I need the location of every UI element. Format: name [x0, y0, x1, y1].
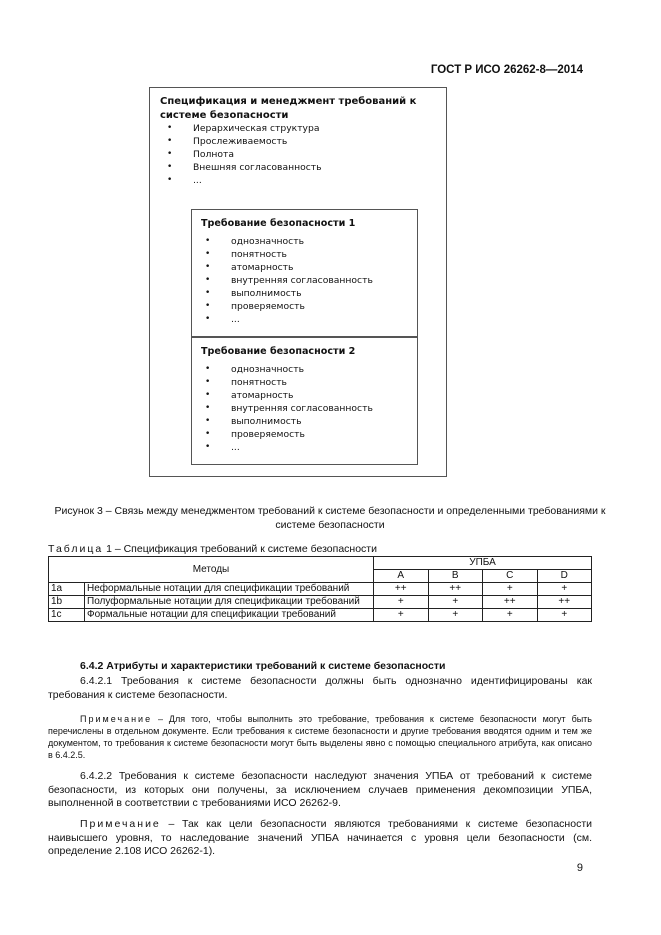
header-level: B	[428, 570, 483, 583]
row-value: +	[483, 609, 538, 622]
list-item: • атомарность	[205, 262, 294, 273]
bullet-icon: •	[205, 262, 211, 272]
bullet-icon: •	[205, 377, 211, 387]
table-caption-text: 1 – Спецификация требований к системе безопасности	[103, 543, 377, 555]
list-item: • Иерархическая структура	[167, 123, 320, 134]
row-value: +	[374, 609, 429, 622]
row-method: Полуформальные нотации для спецификации требований	[85, 596, 374, 609]
row-value: +	[537, 609, 592, 622]
list-item: • Прослеживаемость	[167, 136, 288, 147]
row-value: +	[374, 596, 429, 609]
list-item: • внутренняя согласованность	[205, 403, 373, 414]
row-method: Неформальные нотации для спецификации требований	[85, 583, 374, 596]
outer-bullet-list	[167, 122, 322, 187]
figure-caption: Рисунок 3 – Связь между менеджментом требований к системе безопасности и определенными требованиями к системе безопасности	[54, 505, 606, 531]
figure-outer-title: Спецификация и менеджмент требований к системе безопасности	[160, 96, 417, 121]
list-item: • внутренняя согласованность	[205, 275, 373, 286]
row-value: ++	[374, 583, 429, 596]
bullet-icon: •	[205, 288, 211, 298]
list-item: • Полнота	[167, 149, 235, 160]
safety-requirement-box-2	[191, 337, 418, 465]
note-2	[48, 818, 592, 859]
bullet-icon: •	[205, 314, 211, 324]
header-upba: УПБА	[374, 557, 592, 570]
list-item: • атомарность	[205, 390, 294, 401]
requirements-table	[48, 556, 592, 622]
list-item: • понятность	[205, 249, 287, 260]
row-method: Формальные нотации для спецификации требований	[85, 609, 374, 622]
bullet-icon: •	[205, 236, 211, 246]
row-id: 1b	[49, 596, 85, 609]
paragraph-6-4-2-2: 6.4.2.2 Требования к системе безопасности наследуют значения УПБА от требований к системе безопасности, из которых они получены, за исключением случаев применения декомпозиции УПБА, выполненной в соответствии с требованиями ИСО 26262-9.	[48, 770, 592, 809]
row-id: 1c	[49, 609, 85, 622]
list-item: • выполнимость	[205, 416, 302, 427]
row-value: +	[537, 583, 592, 596]
row-value: ++	[483, 596, 538, 609]
bullet-icon: •	[205, 416, 211, 426]
table-caption	[48, 543, 377, 555]
safety-requirement-box-1	[191, 209, 418, 337]
row-id: 1a	[49, 583, 85, 596]
table-caption-prefix: Таблица	[48, 543, 104, 555]
note-text: – Для того, чтобы выполнить это требование, требования к системе безопасности могут быть перечислены в отдельном документе. Если требования к системе безопасности и другие требования вводятся одним и тем же документом, то требования к системе безопасности могут быть выделены явно с помощью специального атрибута, как описано в 6.4.2.5.	[48, 714, 592, 760]
bullet-icon: •	[167, 175, 173, 185]
box-title: Требование безопасности 2	[201, 346, 356, 357]
bullet-icon: •	[205, 390, 211, 400]
row-value: +	[483, 583, 538, 596]
list-item: • Внешняя согласованность	[167, 162, 322, 173]
row-value: ++	[428, 583, 483, 596]
list-item: • выполнимость	[205, 288, 302, 299]
bullet-icon: •	[167, 162, 173, 172]
row-value: +	[428, 609, 483, 622]
box-bullet-list	[205, 235, 373, 326]
list-item: • ...	[167, 175, 202, 186]
list-item: • проверяемость	[205, 429, 305, 440]
note-label: Примечание	[80, 714, 153, 724]
bullet-icon: •	[205, 403, 211, 413]
list-item: • понятность	[205, 377, 287, 388]
bullet-icon: •	[205, 442, 211, 452]
bullet-icon: •	[205, 249, 211, 259]
header-level: A	[374, 570, 429, 583]
note-label: Примечание	[80, 818, 161, 830]
list-item: • проверяемость	[205, 301, 305, 312]
box-title: Требование безопасности 1	[201, 218, 356, 229]
note-text: – Так как цели безопасности являются требованиями к системе безопасности наивысшего уровня, то наследование значений УПБА начинается с уровня цели безопасности (см. определение 2.108 ИСО 26262-1).	[48, 818, 592, 857]
box-bullet-list	[205, 363, 373, 454]
header-level: C	[483, 570, 538, 583]
list-item: • однозначность	[205, 236, 304, 247]
bullet-icon: •	[205, 275, 211, 285]
table-row	[49, 609, 592, 622]
bullet-icon: •	[205, 301, 211, 311]
row-value: ++	[537, 596, 592, 609]
page-number: 9	[576, 862, 583, 874]
document-header: ГОСТ Р ИСО 26262-8—2014	[430, 64, 583, 76]
table-row	[49, 596, 592, 609]
header-level: D	[537, 570, 592, 583]
table-row	[49, 583, 592, 596]
paragraph-6-4-2-1: 6.4.2.1 Требования к системе безопасности должны быть однозначно идентифицированы как требования к системе безопасности.	[48, 675, 592, 701]
row-value: +	[428, 596, 483, 609]
header-methods: Методы	[49, 557, 374, 583]
list-item: • однозначность	[205, 364, 304, 375]
bullet-icon: •	[205, 429, 211, 439]
section-title: 6.4.2 Атрибуты и характеристики требований к системе безопасности	[80, 660, 446, 672]
bullet-icon: •	[167, 136, 173, 146]
table-header-row	[49, 557, 592, 570]
bullet-icon: •	[167, 149, 173, 159]
list-item: • ...	[205, 442, 240, 453]
bullet-icon: •	[167, 123, 173, 133]
list-item: • ...	[205, 314, 240, 325]
note-1	[48, 713, 592, 761]
bullet-icon: •	[205, 364, 211, 374]
